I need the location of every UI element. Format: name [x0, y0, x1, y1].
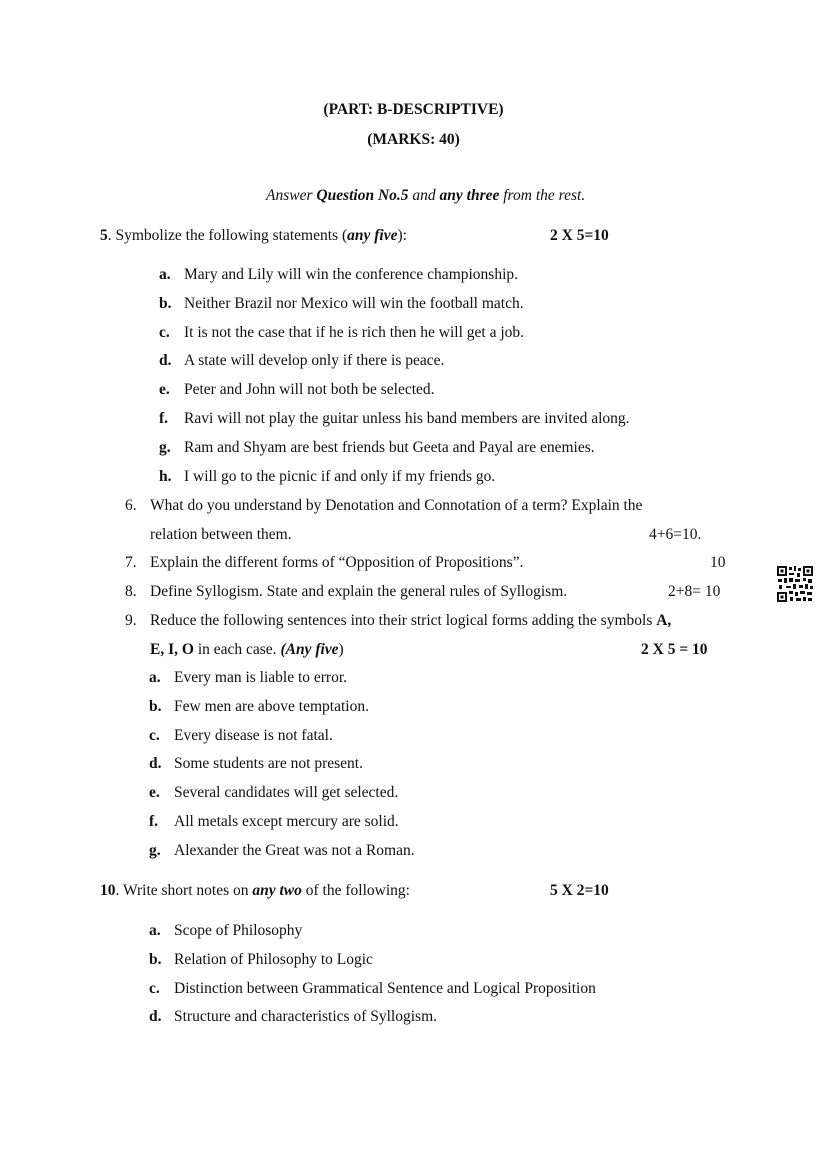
question-7-text: Explain the different forms of “Opposition of Propositions”.	[150, 554, 524, 571]
q10-item-text: Scope of Philosophy	[174, 922, 303, 939]
instruction-part: from the rest.	[503, 187, 586, 204]
question-6-line-1: What do you understand by Denotation and Connotation of a term? Explain the	[150, 497, 643, 514]
question-text: . Symbolize the following statements (	[107, 227, 348, 244]
question-9-number: 9.	[125, 612, 137, 629]
q9-item-label: f.	[149, 813, 159, 830]
question-10	[100, 881, 410, 901]
question-text: )	[338, 641, 344, 658]
q5-item-label: c.	[159, 323, 170, 341]
q10-item-label: d.	[149, 1008, 162, 1026]
question-5	[100, 226, 407, 246]
instruction-part: Question No.5	[316, 187, 409, 204]
q9-item-text: Several candidates will get selected.	[174, 784, 399, 802]
question-6-number: 6.	[125, 497, 137, 514]
q5-item-text: Ravi will not play the guitar unless his band members are invited along.	[184, 410, 630, 427]
q5-item-text: Mary and Lily will win the conference championship.	[184, 266, 519, 283]
q9-item-text: Every man is liable to error.	[174, 669, 348, 686]
part-title: (PART: B-DESCRIPTIVE)	[323, 101, 504, 118]
q5-item-text: Neither Brazil nor Mexico will win the football match.	[184, 294, 524, 312]
question-number: 10	[100, 882, 116, 899]
instruction-part: Answer	[266, 187, 313, 204]
q5-item-label: d.	[159, 352, 172, 370]
instruction-line	[266, 186, 585, 206]
question-text: Reduce the following sentences into their strict logical forms adding the symbols	[150, 612, 653, 629]
q9-item-text: All metals except mercury are solid.	[174, 813, 399, 830]
question-text: in each case.	[197, 641, 277, 658]
question-symbols: A,	[656, 612, 672, 629]
question-10-marks: 5 X 2=10	[550, 882, 609, 899]
question-8-number: 8.	[125, 583, 137, 600]
q9-item-label: g.	[149, 841, 161, 859]
question-symbols: E, I, O	[150, 641, 194, 658]
q5-item-text: Peter and John will not both be selected.	[184, 381, 435, 399]
question-9-line-2	[150, 640, 344, 660]
q9-item-text: Alexander the Great was not a Roman.	[174, 841, 415, 859]
q10-item-label: c.	[149, 979, 160, 997]
q9-item-label: c.	[149, 726, 160, 744]
q5-item-text: It is not the case that if he is rich then he will get a job.	[184, 323, 525, 341]
q9-item-text: Some students are not present.	[174, 755, 363, 773]
question-8-marks: 2+8= 10	[668, 583, 721, 600]
q9-item-label: a.	[149, 669, 161, 686]
question-6-line-2: relation between them.	[150, 526, 292, 543]
question-8-text: Define Syllogism. State and explain the general rules of Syllogism.	[150, 583, 568, 600]
question-6-marks: 4+6=10.	[649, 526, 702, 543]
question-emphasis: any two	[252, 882, 302, 899]
question-emphasis: (Any five	[280, 641, 339, 658]
q5-item-label: e.	[159, 381, 170, 399]
instruction-part: any three	[439, 187, 500, 204]
q9-item-label: b.	[149, 697, 162, 715]
question-text: ):	[397, 227, 407, 244]
q10-item-text: Relation of Philosophy to Logic	[174, 950, 373, 968]
q5-item-label: a.	[159, 266, 171, 283]
q5-item-label: f.	[159, 410, 169, 427]
instruction-part: and	[412, 187, 436, 204]
q5-item-text: Ram and Shyam are best friends but Geeta and Payal are enemies.	[184, 438, 595, 456]
q5-item-label: b.	[159, 294, 172, 312]
question-text: of the following:	[305, 882, 410, 899]
q10-item-label: b.	[149, 950, 162, 968]
q5-item-text: I will go to the picnic if and only if my friends go.	[184, 467, 496, 485]
q5-item-text: A state will develop only if there is peace.	[184, 352, 445, 370]
q5-item-label: g.	[159, 438, 171, 456]
q5-item-label: h.	[159, 467, 172, 485]
q10-item-text: Structure and characteristics of Syllogism.	[174, 1008, 438, 1026]
q10-item-text: Distinction between Grammatical Sentence and Logical Proposition	[174, 979, 596, 997]
q9-item-text: Few men are above temptation.	[174, 697, 369, 715]
question-7-marks: 10	[710, 554, 726, 571]
q9-item-label: d.	[149, 755, 162, 773]
question-9-marks: 2 X 5 = 10	[641, 641, 708, 658]
question-text: . Write short notes on	[115, 882, 249, 899]
q9-item-label: e.	[149, 784, 160, 802]
question-9-line-1	[150, 611, 671, 631]
question-5-marks: 2 X 5=10	[550, 227, 609, 244]
marks-title: (MARKS: 40)	[367, 131, 460, 148]
q10-item-label: a.	[149, 922, 161, 939]
question-emphasis: any five	[347, 227, 398, 244]
q9-item-text: Every disease is not fatal.	[174, 726, 333, 744]
qr-code-icon	[776, 565, 814, 603]
question-7-number: 7.	[125, 554, 137, 571]
question-number: 5	[100, 227, 108, 244]
